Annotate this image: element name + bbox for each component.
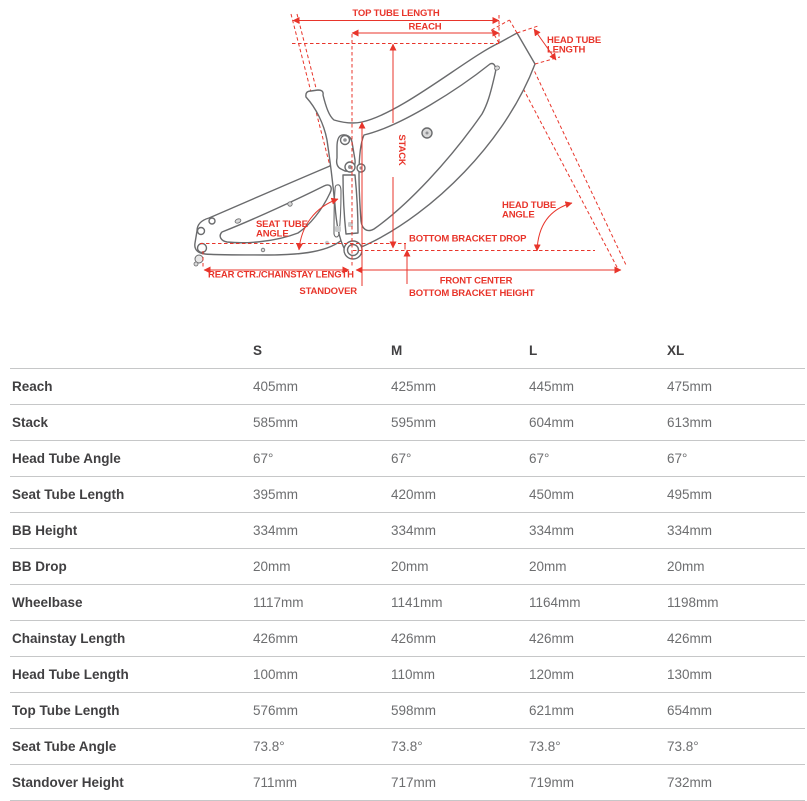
metric-value: 405mm	[253, 369, 391, 405]
rear-axle	[198, 244, 207, 253]
metric-label: Standover Height	[10, 765, 253, 801]
metric-value: 604mm	[529, 405, 667, 441]
metric-value: 426mm	[667, 621, 805, 657]
metric-value: 1141mm	[391, 585, 529, 621]
label-head-tube-angle-1: HEAD TUBE	[502, 200, 557, 211]
table-row	[10, 765, 805, 801]
metric-value: 67°	[667, 441, 805, 477]
metric-value: 711mm	[253, 765, 391, 801]
dropout-bolt-top	[209, 218, 215, 224]
metric-label: Reach	[10, 369, 253, 405]
metric-value: 395mm	[253, 477, 391, 513]
metric-value: 426mm	[253, 621, 391, 657]
table-row	[10, 369, 805, 405]
metric-value: 67°	[391, 441, 529, 477]
metric-value: 110mm	[391, 657, 529, 693]
metric-column-header	[10, 333, 253, 369]
table-row	[10, 657, 805, 693]
rear-swingarm	[195, 160, 354, 255]
metric-value: 334mm	[667, 513, 805, 549]
metric-value: 73.8°	[529, 729, 667, 765]
metric-value: 20mm	[667, 549, 805, 585]
table-row	[10, 585, 805, 621]
metric-value: 425mm	[391, 369, 529, 405]
label-stack: STACK	[396, 134, 407, 166]
geometry-table	[10, 333, 805, 801]
label-bottom-bracket-drop: BOTTOM BRACKET DROP	[409, 233, 527, 245]
label-top-tube-length: TOP TUBE LENGTH	[352, 8, 440, 19]
metric-value: 732mm	[667, 765, 805, 801]
metric-value: 334mm	[391, 513, 529, 549]
ht-length-extension-bottom	[535, 57, 560, 64]
geometry-table-head	[10, 333, 805, 369]
metric-value: 654mm	[667, 693, 805, 729]
metric-label: Wheelbase	[10, 585, 253, 621]
label-seat-tube-angle-1: SEAT TUBE	[256, 219, 308, 230]
size-column-header: M	[391, 333, 529, 369]
metric-value: 334mm	[529, 513, 667, 549]
label-standover: STANDOVER	[299, 286, 357, 297]
metric-value: 621mm	[529, 693, 667, 729]
metric-label: BB Drop	[10, 549, 253, 585]
metric-label: Head Tube Angle	[10, 441, 253, 477]
metric-value: 585mm	[253, 405, 391, 441]
label-head-tube-length-1: HEAD TUBE	[547, 35, 602, 46]
table-row	[10, 477, 805, 513]
metric-value: 20mm	[253, 549, 391, 585]
label-reach: REACH	[408, 21, 442, 33]
metric-value: 1198mm	[667, 585, 805, 621]
metric-value: 100mm	[253, 657, 391, 693]
metric-value: 598mm	[391, 693, 529, 729]
metric-value: 130mm	[667, 657, 805, 693]
metric-label: BB Height	[10, 513, 253, 549]
size-column-header: L	[529, 333, 667, 369]
metric-value: 420mm	[391, 477, 529, 513]
table-row	[10, 405, 805, 441]
metric-value: 73.8°	[667, 729, 805, 765]
table-row	[10, 693, 805, 729]
metric-label: Seat Tube Length	[10, 477, 253, 513]
dropout-bolt-upper	[198, 228, 205, 235]
metric-value: 120mm	[529, 657, 667, 693]
table-row	[10, 441, 805, 477]
metric-value: 495mm	[667, 477, 805, 513]
label-rear-center: REAR CTR./CHAINSTAY LENGTH	[208, 269, 354, 281]
table-row	[10, 513, 805, 549]
label-head-tube-length-2: LENGTH	[547, 44, 586, 56]
metric-value: 73.8°	[253, 729, 391, 765]
table-header-row	[10, 333, 805, 369]
metric-value: 1164mm	[529, 585, 667, 621]
metric-value: 67°	[529, 441, 667, 477]
bike-geometry-svg	[0, 0, 807, 333]
geometry-table-body	[10, 369, 805, 801]
metric-value: 576mm	[253, 693, 391, 729]
metric-value: 595mm	[391, 405, 529, 441]
metric-label: Top Tube Length	[10, 693, 253, 729]
metric-label: Stack	[10, 405, 253, 441]
table-row	[10, 549, 805, 585]
metric-label: Chainstay Length	[10, 621, 253, 657]
metric-value: 334mm	[253, 513, 391, 549]
bike-frame-drawing	[194, 33, 535, 266]
metric-value: 445mm	[529, 369, 667, 405]
metric-value: 426mm	[529, 621, 667, 657]
size-column-header: S	[253, 333, 391, 369]
label-seat-tube-angle-2: ANGLE	[256, 228, 289, 240]
metric-value: 613mm	[667, 405, 805, 441]
table-row	[10, 621, 805, 657]
seatpost-axis-line	[297, 14, 317, 92]
metric-value: 20mm	[391, 549, 529, 585]
metric-value: 67°	[253, 441, 391, 477]
metric-value: 717mm	[391, 765, 529, 801]
metric-value: 719mm	[529, 765, 667, 801]
label-front-center: FRONT CENTER	[439, 275, 513, 287]
fork-axis-right-line	[532, 66, 626, 265]
frame-geometry-diagram	[0, 0, 807, 333]
metric-value: 426mm	[391, 621, 529, 657]
table-row	[10, 729, 805, 765]
fork-axis-left-line	[515, 73, 618, 269]
metric-value: 475mm	[667, 369, 805, 405]
metric-value: 450mm	[529, 477, 667, 513]
metric-label: Head Tube Length	[10, 657, 253, 693]
label-head-tube-angle-2: ANGLE	[502, 209, 535, 221]
metric-value: 73.8°	[391, 729, 529, 765]
metric-label: Seat Tube Angle	[10, 729, 253, 765]
metric-value: 1117mm	[253, 585, 391, 621]
metric-value: 20mm	[529, 549, 667, 585]
size-column-header: XL	[667, 333, 805, 369]
label-bottom-bracket-height: BOTTOM BRACKET HEIGHT	[409, 288, 535, 299]
